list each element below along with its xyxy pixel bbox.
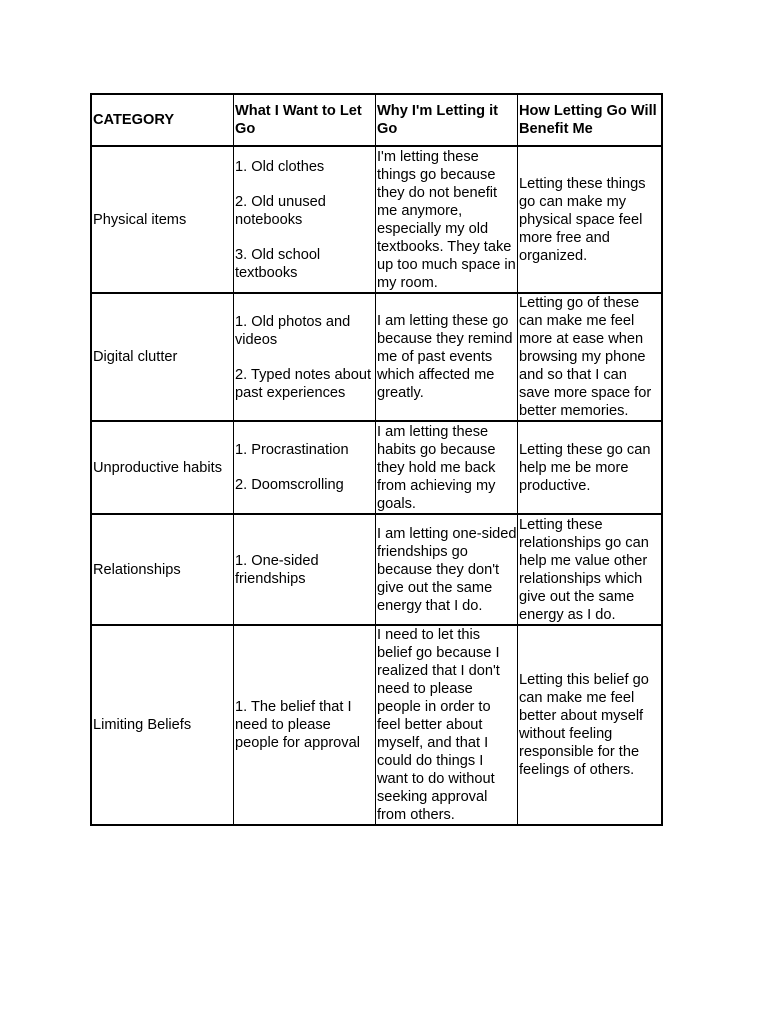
list-item: 1. Old photos and videos <box>235 313 351 348</box>
table-row-limiting-beliefs <box>92 626 661 824</box>
why-cell: I am letting one-sided friendships go because they don't give out the same energy that I do. <box>376 515 518 626</box>
list-item: 2. Typed notes about past experiences <box>235 366 372 401</box>
list-item: 2. Doomscrolling <box>235 477 344 493</box>
header-what: What I Want to Let Go <box>234 95 376 147</box>
items-cell <box>234 294 376 422</box>
header-why: Why I'm Letting it Go <box>376 95 518 147</box>
header-benefit: How Letting Go Will Benefit Me <box>518 95 661 147</box>
why-cell: I am letting these habits go because they hold me back from achieving my goals. <box>376 422 518 515</box>
why-cell: I need to let this belief go because I realized that I don't need to please people in order to feel better about myself, and that I could do things I want to do without seeking approval from others. <box>376 626 518 824</box>
table-row-unproductive-habits <box>92 422 661 515</box>
items-cell <box>234 626 376 824</box>
list-item: 1. One-sided friendships <box>235 552 319 587</box>
list-item: 1. Procrastination <box>235 442 349 458</box>
items-cell <box>234 515 376 626</box>
benefit-cell: Letting these go can help me be more productive. <box>518 422 661 515</box>
category-cell: Relationships <box>92 515 234 626</box>
category-cell: Physical items <box>92 147 234 294</box>
letting-go-table <box>90 93 663 826</box>
benefit-cell: Letting this belief go can make me feel better about myself without feeling responsible for the feelings of others. <box>519 672 649 778</box>
table-row-physical-items <box>92 147 661 294</box>
why-cell: I'm letting these things go because they do not benefit me anymore, especially my old textbooks. They take up too much space in my room. <box>376 147 518 294</box>
table-header-row <box>92 95 661 147</box>
items-cell <box>234 147 376 294</box>
category-cell: Limiting Beliefs <box>92 626 234 824</box>
list-item: 1. Old clothes <box>235 158 325 175</box>
why-cell: I am letting these go because they remind me of past events which affected me greatly. <box>376 294 518 422</box>
benefit-cell: Letting go of these can make me feel more at ease when browsing my phone and so that I can save more space for better memories. <box>518 294 661 422</box>
list-item: 3. Old school textbooks <box>235 246 321 281</box>
header-category: CATEGORY <box>92 95 234 147</box>
list-item: 2. Old unused notebooks <box>235 193 326 228</box>
benefit-cell: Letting these relationships go can help me value other relationships which give out the same energy as I do. <box>518 515 661 626</box>
category-cell: Digital clutter <box>92 294 234 422</box>
table-row-digital-clutter <box>92 294 661 422</box>
items-cell <box>234 422 376 515</box>
category-cell: Unproductive habits <box>92 422 234 515</box>
list-item: 1. The belief that I need to please people for approval <box>235 699 360 751</box>
table-row-relationships <box>92 515 661 626</box>
benefit-cell: Letting these things go can make my physical space feel more free and organized. <box>518 147 661 294</box>
